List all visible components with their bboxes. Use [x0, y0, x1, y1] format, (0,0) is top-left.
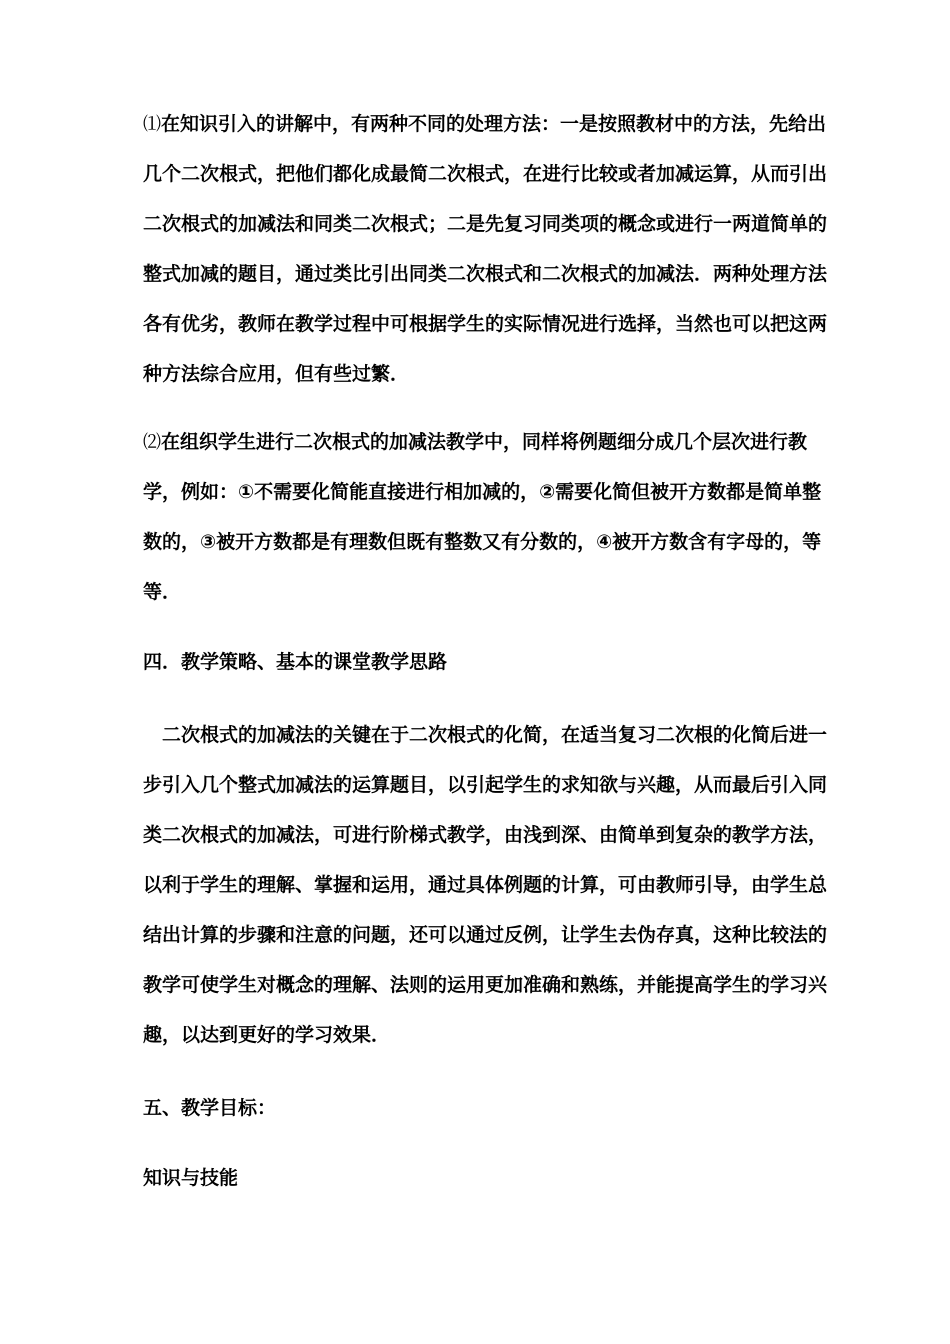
paragraph-addition-subtraction-teaching — [143, 417, 843, 617]
section-heading-teaching-strategy — [143, 637, 843, 687]
paragraph-line: 学，例如：①不需要化简能直接进行相加减的，②需要化简但被开方数都是简单整 — [143, 481, 822, 503]
paragraph-line: 种方法综合应用，但有些过繁． — [143, 363, 410, 385]
paragraph-line: 数的，③被开方数都是有理数但既有整数又有分数的，④被开方数含有字母的，等 — [143, 531, 822, 553]
section-heading: 四．教学策略、基本的课堂教学思路 — [143, 651, 448, 673]
paragraph-line — [143, 417, 843, 467]
paragraph-line: 趣，以达到更好的学习效果． — [143, 1024, 391, 1046]
line-text: 在组织学生进行二次根式的加减法教学中，同样将例题细分成几个层次进行教 — [161, 431, 808, 453]
paragraph-line: 二次根式的加减法和同类二次根式；二是先复习同类项的概念或进行一两道简单的 — [143, 213, 828, 235]
paragraph-line: 二次根式的加减法的关键在于二次根式的化简，在适当复习二次根的化简后进一 — [162, 724, 828, 746]
paragraph-line: 各有优劣，教师在教学过程中可根据学生的实际情况进行选择，当然也可以把这两 — [143, 313, 828, 335]
item-marker: ⑴ — [143, 114, 161, 135]
paragraph-line: 类二次根式的加减法，可进行阶梯式教学，由浅到深、由简单到复杂的教学方法， — [143, 824, 828, 846]
section-heading-teaching-goals — [143, 1083, 843, 1133]
subheading-knowledge-skills — [143, 1153, 843, 1203]
paragraph-line: 步引入几个整式加减法的运算题目，以引起学生的求知欲与兴趣，从而最后引入同 — [143, 774, 828, 796]
paragraph-line: 以利于学生的理解、掌握和运用，通过具体例题的计算，可由教师引导，由学生总 — [143, 874, 828, 896]
paragraph-line — [143, 99, 843, 149]
subheading: 知识与技能 — [143, 1167, 239, 1189]
paragraph-teaching-approach — [143, 710, 843, 1060]
line-text: 在知识引入的讲解中，有两种不同的处理方法：一是按照教材中的方法，先给出 — [161, 113, 827, 135]
paragraph-line: 等． — [143, 581, 182, 603]
item-marker: ⑵ — [143, 432, 161, 453]
paragraph-line: 整式加减的题目，通过类比引出同类二次根式和二次根式的加减法．两种处理方法 — [143, 263, 828, 285]
paragraph-line: 结出计算的步骤和注意的问题，还可以通过反例，让学生去伪存真，这种比较法的 — [143, 924, 828, 946]
paragraph-line: 教学可使学生对概念的理解、法则的运用更加准确和熟练，并能提高学生的学习兴 — [143, 974, 828, 996]
paragraph-knowledge-introduction — [143, 99, 843, 399]
paragraph-line: 几个二次根式，把他们都化成最简二次根式，在进行比较或者加减运算，从而引出 — [143, 163, 828, 185]
section-heading: 五、教学目标： — [143, 1097, 277, 1119]
